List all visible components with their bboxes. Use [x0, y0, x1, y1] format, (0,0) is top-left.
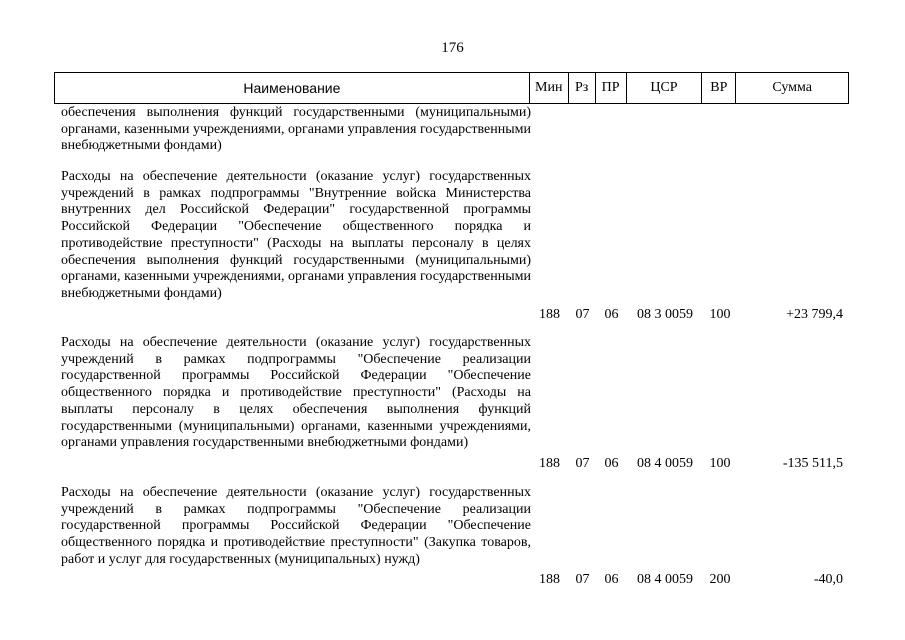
row-min: 188: [539, 456, 560, 472]
row-vr: 200: [709, 572, 731, 588]
header-min: Мин: [530, 73, 569, 103]
row-sum: -135 511,5: [782, 456, 843, 472]
header-pr: ПР: [596, 73, 627, 103]
header-csr: ЦСР: [627, 73, 703, 103]
table-header: [54, 72, 849, 104]
row-description: Расходы на обеспечение деятельности (оказание услуг) государственных учреждений в рамках подпрограммы "Обеспечение реализации государственной программы Российской Федерации "Обеспечение общественного порядка и противодействие преступности" (Расходы на выплаты персоналу в целях обеспечения выполнения функций государственными (муниципальными) органами, казенными учреждениями, органами управления государственными внебюджетными фондами): [61, 335, 531, 451]
row-pr: 06: [604, 572, 619, 588]
row-rz: 07: [575, 307, 590, 323]
table-row: [54, 485, 849, 589]
row-description: обеспечения выполнения функций государственными (муниципальными) органами, казенными учреждениями, органами управления государственными внебюджетными фондами): [61, 105, 531, 154]
row-csr: 08 3 0059: [637, 307, 693, 323]
row-csr: 08 4 0059: [637, 572, 693, 588]
row-min: 188: [539, 307, 560, 323]
row-vr: 100: [709, 456, 731, 472]
table-row: [54, 169, 849, 324]
row-rz: 07: [575, 456, 590, 472]
table-row: [54, 105, 849, 155]
header-name: Наименование: [55, 73, 530, 103]
row-description: Расходы на обеспечение деятельности (оказание услуг) государственных учреждений в рамках подпрограммы "Обеспечение реализации государственной программы Российской Федерации "Обеспечение общественного порядка и противодействие преступности" (Закупка товаров, работ и услуг для государственных (муниципальных) нужд): [61, 485, 531, 567]
row-description: Расходы на обеспечение деятельности (оказание услуг) государственных учреждений в рамках подпрограммы "Внутренние войска Министерства внутренних дел Российской Федерации" государственной программы Российской Федерации "Обеспечение общественного порядка и противодействие преступности" (Расходы на выплаты персоналу в целях обеспечения выполнения функций государственными (муниципальными) органами, казенными учреждениями, органами управления государственными внебюджетными фондами): [61, 169, 531, 301]
page-number: 176: [441, 40, 464, 56]
table-row: [54, 335, 849, 473]
header-sum: Сумма: [772, 80, 812, 95]
row-pr: 06: [604, 456, 619, 472]
row-sum: +23 799,4: [786, 307, 843, 323]
row-sum: -40,0: [813, 572, 843, 588]
header-vr: ВР: [702, 73, 736, 103]
header-rz: Рз: [569, 73, 596, 103]
row-pr: 06: [604, 307, 619, 323]
row-min: 188: [539, 572, 560, 588]
row-csr: 08 4 0059: [637, 456, 693, 472]
row-rz: 07: [575, 572, 590, 588]
row-vr: 100: [709, 307, 731, 323]
